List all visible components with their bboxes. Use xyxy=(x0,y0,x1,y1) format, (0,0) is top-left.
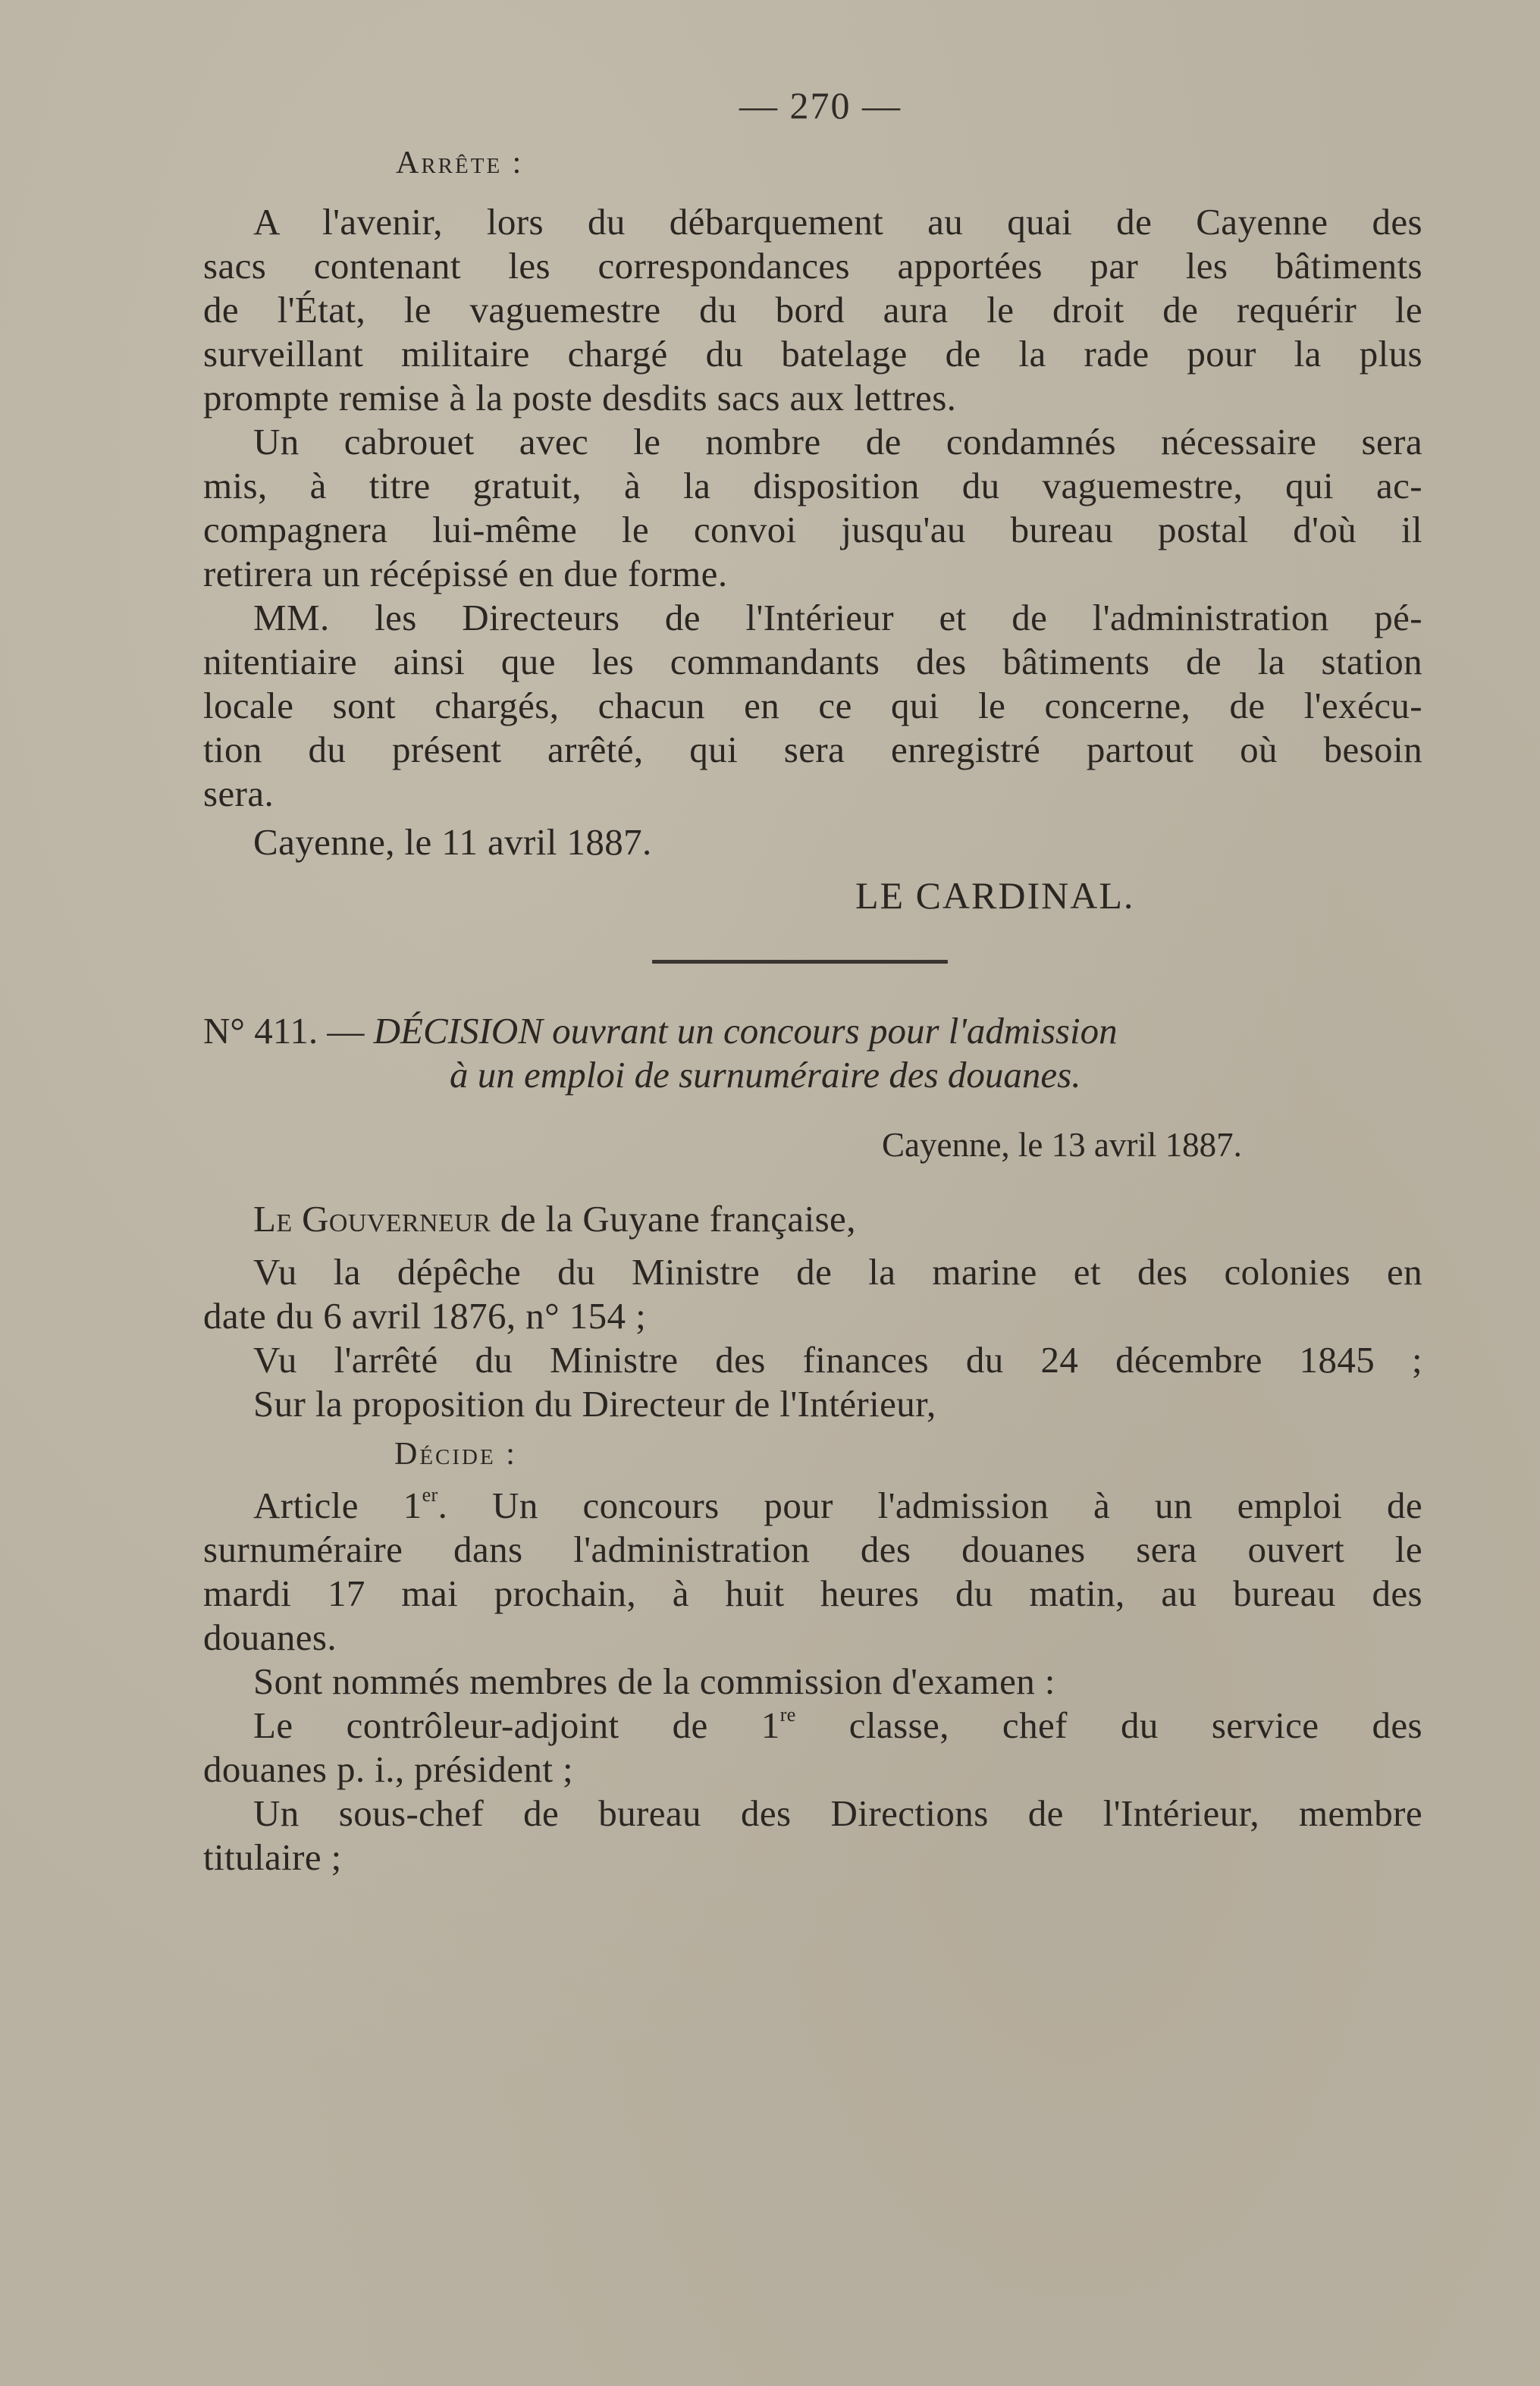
controleur-line xyxy=(203,1704,1422,1748)
controleur-rest: classe, chef du service des xyxy=(795,1704,1422,1746)
text-line: surveillant militaire chargé du batelage de la rade pour la plus xyxy=(203,333,1422,375)
text-line: Un cabrouet avec le nombre de condamnés nécessaire sera xyxy=(253,421,1422,462)
text-line: date du 6 avril 1876, n° 154 ; xyxy=(203,1295,647,1337)
text-line: sera. xyxy=(203,773,274,814)
text-line: locale sont chargés, chacun en ce qui le concerne, de l'exécu- xyxy=(203,685,1422,726)
text-line: MM. les Directeurs de l'Intérieur et de l'administration pé- xyxy=(253,597,1422,638)
text-line: douanes. xyxy=(203,1616,337,1658)
members-intro: Sont nommés membres de la commission d'examen : xyxy=(253,1660,1055,1702)
article-1 xyxy=(203,1484,1422,1660)
paragraph-1 xyxy=(203,200,1422,420)
text-line: A l'avenir, lors du débarquement au quai de Cayenne des xyxy=(253,201,1422,243)
paragraph-3 xyxy=(203,596,1422,816)
text-line: retirera un récépissé en due forme. xyxy=(203,553,728,594)
decision-title xyxy=(203,1009,1422,1053)
text-line: mardi 17 mai prochain, à huit heures du matin, au bureau des xyxy=(203,1572,1422,1614)
article-first-rest: . Un concours pour l'admission à un emploi de xyxy=(438,1485,1422,1526)
sous-chef-line: Un sous-chef de bureau des Directions de l'Intérieur, membre xyxy=(253,1792,1422,1834)
controleur-line-2: douanes p. i., président ; xyxy=(203,1748,574,1790)
sur-proposition: Sur la proposition du Directeur de l'Intérieur, xyxy=(253,1383,936,1425)
sous-chef-line-2: titulaire ; xyxy=(203,1836,342,1878)
decision-number: N° 411. — xyxy=(203,1010,365,1052)
place-date: Cayenne, le 13 avril 1887. xyxy=(882,1126,1242,1164)
vu-2: Vu l'arrêté du Ministre des finances du 24 décembre 1845 ; xyxy=(253,1339,1422,1381)
article-label: Article 1 xyxy=(253,1485,422,1526)
decision-title-1: DÉCISION ouvrant un concours pour l'admission xyxy=(373,1010,1118,1052)
article-sup: er xyxy=(422,1484,438,1506)
separator-rule xyxy=(652,960,948,964)
controleur-text: Le contrôleur-adjoint de 1 xyxy=(253,1704,780,1746)
text-line: surnuméraire dans l'administration des douanes sera ouvert le xyxy=(203,1528,1422,1570)
text-line: tion du présent arrêté, qui sera enregistré partout où besoin xyxy=(203,729,1422,770)
governor-rest: de la Guyane française, xyxy=(491,1198,856,1240)
paragraph-2 xyxy=(203,420,1422,596)
document-page xyxy=(203,83,1422,1880)
text-line: prompte remise à la poste desdits sacs aux lettres. xyxy=(203,377,957,419)
vu-1 xyxy=(203,1250,1422,1338)
decision-title-2: à un emploi de surnuméraire des douanes. xyxy=(450,1054,1081,1096)
article-1-first-line xyxy=(203,1484,1422,1528)
arrete-heading: Arrête : xyxy=(396,146,524,180)
governor-line xyxy=(203,1197,1422,1241)
date-line: Cayenne, le 11 avril 1887. xyxy=(253,821,652,863)
controleur-sup: re xyxy=(779,1704,796,1726)
governor-title: Le Gouverneur xyxy=(253,1198,491,1240)
decide-heading: Décide : xyxy=(394,1437,517,1472)
signature: LE CARDINAL. xyxy=(855,874,1135,917)
text-line: sacs contenant les correspondances apportées par les bâtiments xyxy=(203,245,1422,287)
text-line: nitentiaire ainsi que les commandants des bâtiments de la station xyxy=(203,641,1422,682)
text-line: Vu la dépêche du Ministre de la marine et des colonies en xyxy=(253,1251,1422,1293)
page-number: — 270 — xyxy=(739,84,902,127)
text-line: compagnera lui-même le convoi jusqu'au bureau postal d'où il xyxy=(203,509,1422,550)
text-line: de l'État, le vaguemestre du bord aura le droit de requérir le xyxy=(203,289,1422,331)
text-line: mis, à titre gratuit, à la disposition du vaguemestre, qui ac- xyxy=(203,465,1422,506)
